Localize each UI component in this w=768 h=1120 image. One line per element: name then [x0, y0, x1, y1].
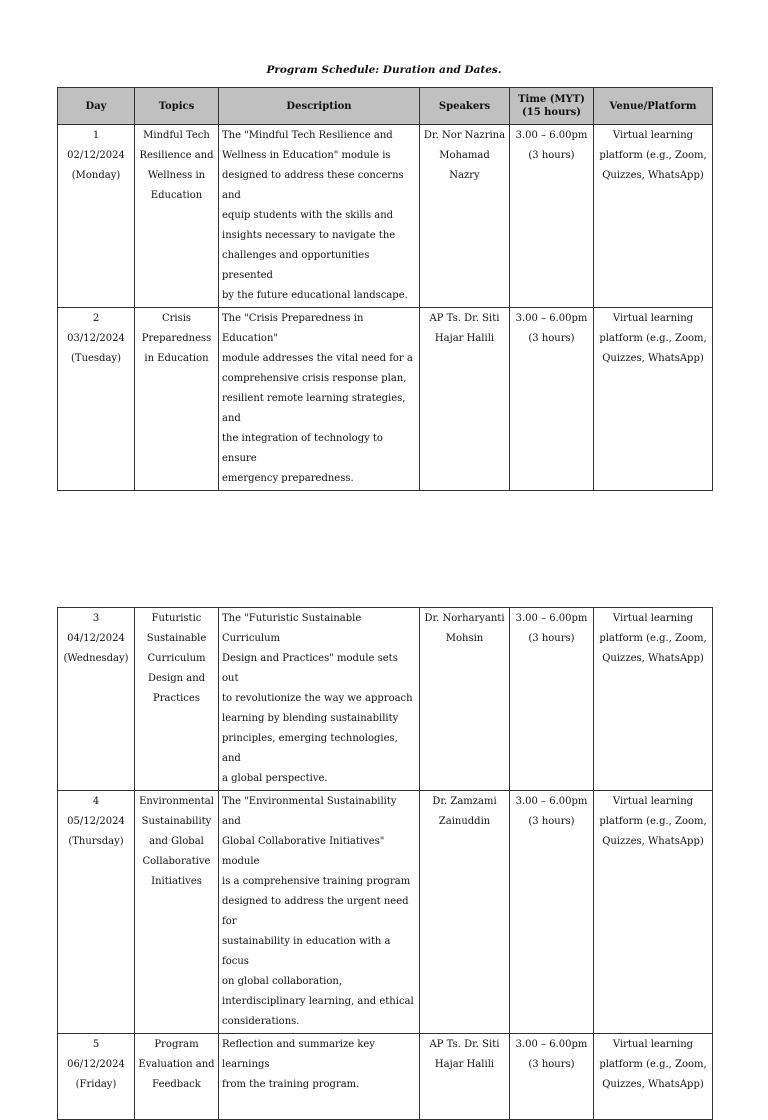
header-time [510, 88, 594, 125]
venue-line: Virtual learning [612, 313, 694, 324]
header-time-duration: (15 hours) [522, 107, 581, 118]
speaker-line: Dr. Zamzami [432, 796, 497, 807]
venue-cell [594, 125, 713, 308]
venue-line: Quizzes, WhatsApp) [602, 653, 704, 664]
description-line: comprehensive crisis response plan, [222, 373, 407, 384]
time-line: 3.00 – 6.00pm [515, 130, 588, 141]
day-cell [58, 1034, 135, 1120]
table-row [58, 125, 713, 308]
day-date: 05/12/2024 [67, 816, 125, 827]
description-cell [219, 791, 420, 1034]
day-number: 3 [92, 613, 100, 624]
topic-line: Sustainability [141, 816, 212, 827]
description-line: emergency preparedness. [222, 473, 354, 484]
topic-line: Futuristic [151, 613, 202, 624]
venue-line: Virtual learning [612, 796, 694, 807]
day-weekday: (Tuesday) [71, 353, 121, 364]
time-line: (3 hours) [528, 1059, 575, 1070]
speaker-line: Dr. Nor Nazrina [423, 130, 506, 141]
venue-line: platform (e.g., Zoom, [599, 633, 707, 644]
speaker-line: Hajar Halili [434, 333, 495, 344]
venue-cell [594, 608, 713, 791]
speaker-cell [420, 608, 510, 791]
topic-line: Initiatives [151, 876, 202, 887]
description-line: Reflection and summarize key learnings [222, 1039, 375, 1070]
day-number: 1 [92, 130, 100, 141]
topic-line: Sustainable [146, 633, 207, 644]
header-time-label: Time (MYT) [518, 94, 585, 105]
time-cell [510, 791, 594, 1034]
topic-line: Program [154, 1039, 199, 1050]
topic-cell [135, 608, 219, 791]
time-line: (3 hours) [528, 633, 575, 644]
venue-line: platform (e.g., Zoom, [599, 150, 707, 161]
day-weekday: (Friday) [75, 1079, 117, 1090]
header-description: Description [219, 88, 420, 125]
speaker-line: AP Ts. Dr. Siti [429, 1039, 500, 1050]
description-line: designed to address these concerns and [222, 170, 404, 201]
speaker-line: AP Ts. Dr. Siti [429, 313, 500, 324]
day-cell [58, 125, 135, 308]
topic-line: and Global [149, 836, 204, 847]
day-cell [58, 791, 135, 1034]
day-number: 5 [92, 1039, 100, 1050]
speaker-cell [420, 791, 510, 1034]
description-line: from the training program. [222, 1079, 360, 1090]
venue-line: Quizzes, WhatsApp) [602, 353, 704, 364]
topic-line: Preparedness [141, 333, 212, 344]
day-date: 03/12/2024 [67, 333, 125, 344]
time-line: 3.00 – 6.00pm [515, 313, 588, 324]
time-line: 3.00 – 6.00pm [515, 613, 588, 624]
time-line: 3.00 – 6.00pm [515, 796, 588, 807]
time-cell [510, 125, 594, 308]
description-line: sustainability in education with a focus [222, 936, 391, 967]
venue-line: platform (e.g., Zoom, [599, 1059, 707, 1070]
speaker-cell [420, 125, 510, 308]
day-cell [58, 608, 135, 791]
venue-line: Virtual learning [612, 613, 694, 624]
header-topics: Topics [135, 88, 219, 125]
day-date: 04/12/2024 [67, 633, 125, 644]
description-cell [219, 125, 420, 308]
header-day: Day [58, 88, 135, 125]
description-line: module addresses the vital need for a [222, 353, 413, 364]
topic-line: Curriculum [147, 653, 206, 664]
description-line: The "Futuristic Sustainable Curriculum [222, 613, 362, 644]
description-line: Design and Practices" module sets out [222, 653, 398, 684]
description-line: by the future educational landscape. [222, 290, 408, 301]
day-weekday: (Wednesday) [63, 653, 129, 664]
day-weekday: (Thursday) [68, 836, 124, 847]
description-cell [219, 308, 420, 491]
day-date: 02/12/2024 [67, 150, 125, 161]
venue-line: platform (e.g., Zoom, [599, 816, 707, 827]
description-line: the integration of technology to ensure [222, 433, 383, 464]
schedule-table-page-2 [57, 607, 713, 1120]
description-line: Global Collaborative Initiatives" module [222, 836, 385, 867]
topic-line: Environmental [139, 796, 214, 807]
topic-line: Feedback [152, 1079, 201, 1090]
description-line: challenges and opportunities presented [222, 250, 370, 281]
table-row [58, 791, 713, 1034]
topic-line: in Education [144, 353, 209, 364]
topic-line: Design and [147, 673, 206, 684]
speaker-line: Dr. Norharyanti [424, 613, 505, 624]
speaker-cell [420, 1034, 510, 1120]
speaker-line: Hajar Halili [434, 1059, 495, 1070]
header-venue: Venue/Platform [594, 88, 713, 125]
speaker-cell [420, 308, 510, 491]
description-line: learning by blending sustainability [222, 713, 399, 724]
topic-line: Practices [153, 693, 200, 704]
venue-line: Quizzes, WhatsApp) [602, 836, 704, 847]
table-body-page-2 [58, 608, 713, 1120]
day-weekday: (Monday) [71, 170, 121, 181]
description-line: The "Crisis Preparedness in Education" [222, 313, 364, 344]
day-date: 06/12/2024 [67, 1059, 125, 1070]
time-line: (3 hours) [528, 816, 575, 827]
description-line: The "Environmental Sustainability and [222, 796, 397, 827]
time-line: 3.00 – 6.00pm [515, 1039, 588, 1050]
description-line: a global perspective. [222, 773, 328, 784]
topic-line: Education [150, 190, 203, 201]
table-row [58, 608, 713, 791]
description-line: insights necessary to navigate the [222, 230, 396, 241]
time-cell [510, 308, 594, 491]
description-line: resilient remote learning strategies, and [222, 393, 406, 424]
description-line: equip students with the skills and [222, 210, 394, 221]
topic-line: Collaborative [142, 856, 211, 867]
venue-line: Quizzes, WhatsApp) [602, 1079, 704, 1090]
topic-line: Wellness in [147, 170, 206, 181]
time-line: (3 hours) [528, 150, 575, 161]
venue-cell [594, 308, 713, 491]
table-row [58, 308, 713, 491]
venue-cell [594, 1034, 713, 1120]
speaker-line: Zainuddin [438, 816, 491, 827]
topic-cell [135, 308, 219, 491]
description-line: on global collaboration, [222, 976, 342, 987]
speaker-line: Mohamad Nazry [439, 150, 490, 181]
description-line: is a comprehensive training program [222, 876, 411, 887]
day-number: 2 [92, 313, 100, 324]
schedule-table-page-1 [57, 87, 713, 491]
description-line: designed to address the urgent need for [222, 896, 409, 927]
table-row [58, 1034, 713, 1120]
topic-cell [135, 125, 219, 308]
speaker-line: Mohsin [445, 633, 484, 644]
header-speakers: Speakers [420, 88, 510, 125]
description-cell [219, 608, 420, 791]
venue-line: Quizzes, WhatsApp) [602, 170, 704, 181]
day-number: 4 [92, 796, 100, 807]
topic-cell [135, 791, 219, 1034]
description-line: interdisciplinary learning, and ethical [222, 996, 414, 1007]
topic-line: Crisis [161, 313, 192, 324]
document-title: Program Schedule: Duration and Dates. [266, 64, 502, 76]
description-line: The "Mindful Tech Resilience and [222, 130, 393, 141]
table-body-page-1 [58, 125, 713, 491]
venue-line: platform (e.g., Zoom, [599, 333, 707, 344]
venue-cell [594, 791, 713, 1034]
description-line: Wellness in Education" module is [222, 150, 391, 161]
topic-line: Mindful Tech [143, 130, 210, 141]
header-row [58, 88, 713, 125]
topic-cell [135, 1034, 219, 1120]
venue-line: Virtual learning [612, 130, 694, 141]
time-cell [510, 1034, 594, 1120]
description-cell [219, 1034, 420, 1120]
description-line: to revolutionize the way we approach [222, 693, 413, 704]
description-line: principles, emerging technologies, and [222, 733, 398, 764]
description-line: considerations. [222, 1016, 300, 1027]
topic-line: Evaluation and [138, 1059, 215, 1070]
time-cell [510, 608, 594, 791]
time-line: (3 hours) [528, 333, 575, 344]
topic-line: Resilience and [139, 150, 214, 161]
day-cell [58, 308, 135, 491]
venue-line: Virtual learning [612, 1039, 694, 1050]
